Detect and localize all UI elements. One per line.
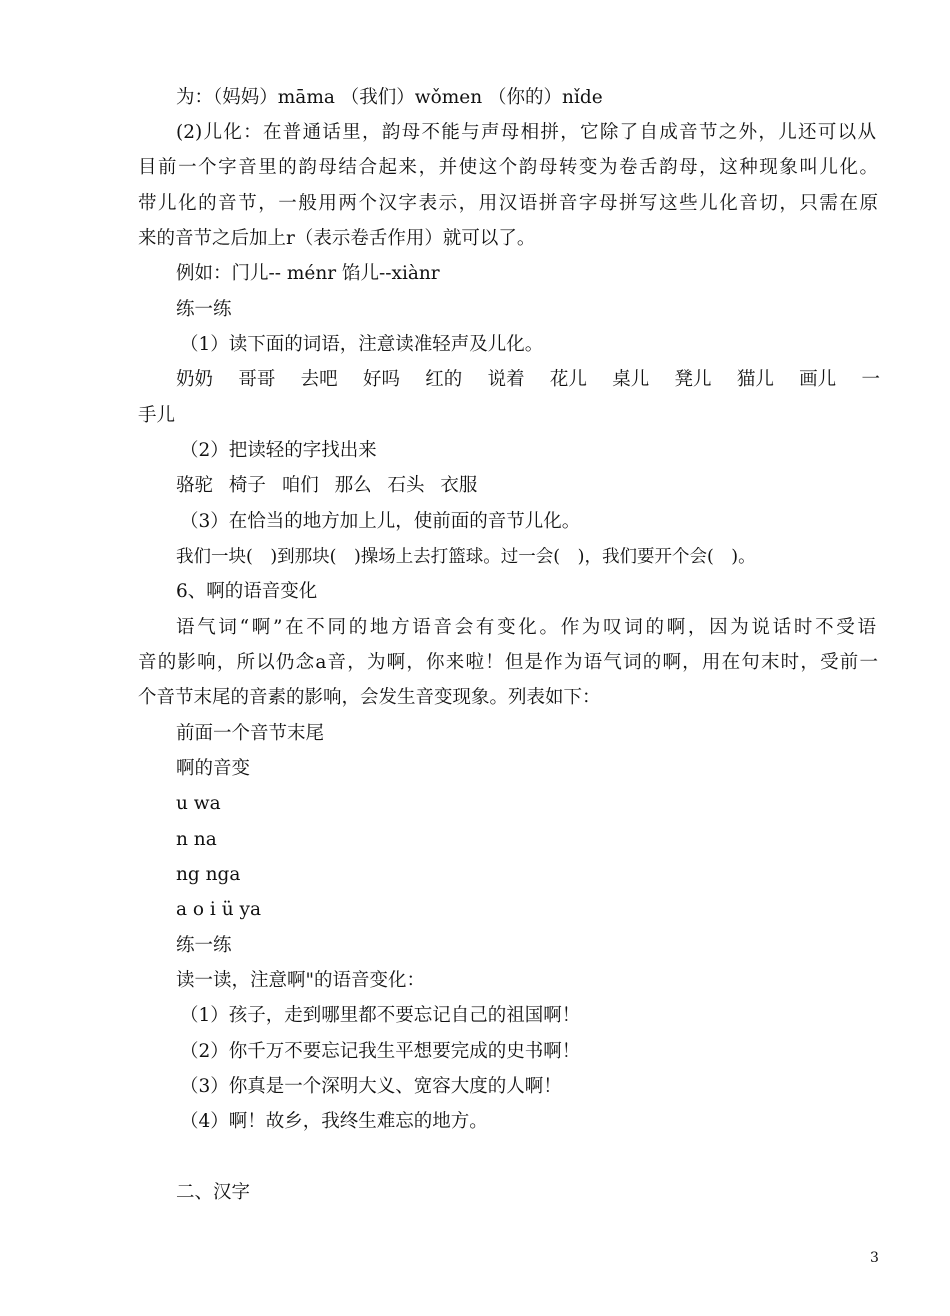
word-item: 说着 — [487, 369, 525, 390]
text-line: 语气词“啊”在不同的地方语音会有变化。作为叹词的啊，因为说话时不受语 — [176, 617, 876, 638]
table-row: ng nga — [176, 864, 241, 885]
word-item: 好吗 — [362, 369, 400, 390]
word-item: 花儿 — [549, 369, 587, 390]
word-item: 哥哥 — [238, 369, 276, 390]
text-line: （2）把读轻的字找出来 — [180, 440, 377, 461]
text-line: 个音节末尾的音素的影响，会发生音变现象。列表如下： — [138, 687, 601, 708]
text-line: （2）你千万不要忘记我生平想要完成的史书啊！ — [180, 1041, 581, 1062]
word-item: 桌儿 — [612, 369, 650, 390]
word-item: 凳儿 — [674, 369, 712, 390]
table-header: 前面一个音节末尾 — [176, 723, 325, 744]
text-line: 手儿 — [138, 405, 176, 426]
text-line: 来的音节之后加上r（表示卷舌作用）就可以了。 — [138, 228, 536, 249]
text-line: 目前一个字音里的韵母结合起来，并使这个韵母转变为卷舌韵母，这种现象叫儿化。 — [138, 157, 878, 178]
table-row: a o i ü ya — [176, 899, 262, 920]
text-line: 练一练 — [176, 935, 232, 956]
word-item: 一 — [861, 369, 880, 390]
section-heading: 6、啊的语音变化 — [176, 581, 318, 602]
text-line: 我们一块( )到那块( )操场上去打篮球。过一会( )，我们要开个会( )。 — [176, 547, 756, 567]
word-list-row — [176, 368, 880, 392]
text-line: （1）孩子，走到哪里都不要忘记自己的祖国啊！ — [180, 1005, 581, 1026]
text-line: 为：（妈妈）māma （我们）wǒmen （你的）nǐde — [176, 87, 603, 108]
word-item: 画儿 — [799, 369, 837, 390]
table-row: u wa — [176, 793, 221, 814]
table-row: n na — [176, 829, 217, 850]
table-header: 啊的音变 — [176, 758, 251, 779]
text-line: 骆驼 椅子 咱们 那么 石头 衣服 — [176, 475, 478, 496]
text-line: 练一练 — [176, 299, 232, 320]
section-heading: 二、汉字 — [176, 1182, 251, 1203]
word-item: 猫儿 — [736, 369, 774, 390]
word-item: 奶奶 — [176, 369, 214, 390]
word-item: 红的 — [425, 369, 463, 390]
word-item: 去吧 — [300, 369, 338, 390]
text-line: 音的影响，所以仍念a音，为啊，你来啦！但是作为语气词的啊，用在句末时，受前一 — [138, 652, 878, 673]
text-line: （3）在恰当的地方加上儿，使前面的音节儿化。 — [180, 511, 581, 532]
text-line: 带儿化的音节，一般用两个汉字表示，用汉语拼音字母拼写这些儿化音切，只需在原 — [138, 193, 878, 214]
text-line: （3）你真是一个深明大义、宽容大度的人啊！ — [180, 1076, 562, 1097]
text-line: （1）读下面的词语，注意读准轻声及儿化。 — [180, 334, 544, 355]
text-line: （4）啊！故乡，我终生难忘的地方。 — [180, 1111, 488, 1132]
text-line: (2)儿化：在普通话里，韵母不能与声母相拼，它除了自成音节之外，儿还可以从 — [176, 122, 876, 143]
text-line: 读一读，注意啊"的语音变化： — [176, 970, 426, 991]
page-number: 3 — [870, 1250, 879, 1266]
text-line: 例如：门儿-- ménr 馅儿--xiànr — [176, 263, 440, 284]
